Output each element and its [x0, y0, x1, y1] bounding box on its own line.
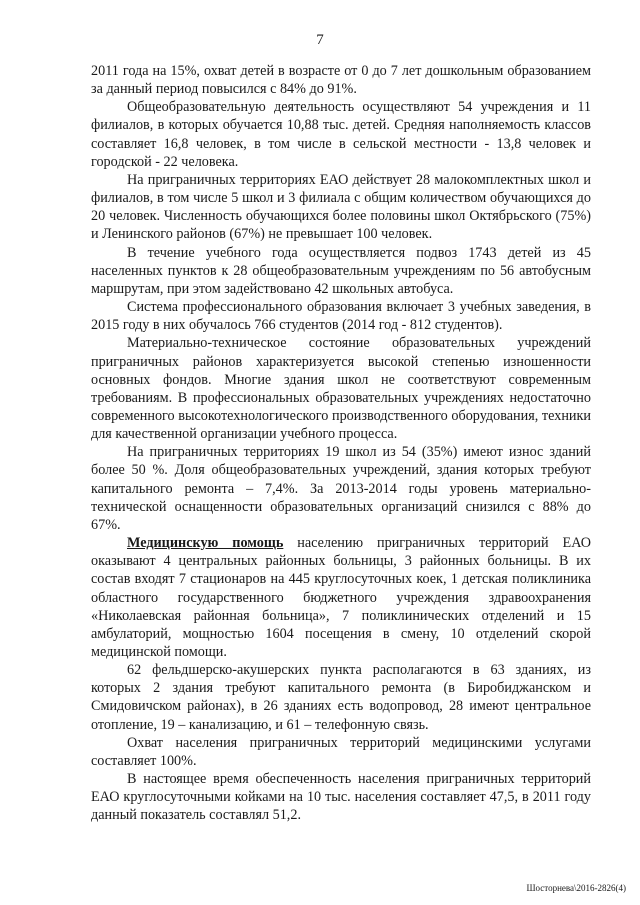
paragraph-text: 62 фельдшерско-акушерских пункта располагаются в 63 зданиях, из которых 2 здания требуют капитального ремонта (в Биробиджанском и Смидовичском районах), в 26 зданиях есть водопровод, 28 имеют центральное отопление, 19 – канализацию, и 61 – телефонную связь. — [91, 662, 591, 733]
paragraph-text: Система профессионального образования включает 3 учебных заведения, в 2015 году в них обучалось 766 студентов (2014 год - 812 студентов). — [91, 299, 591, 334]
paragraph — [91, 661, 591, 734]
paragraph — [91, 244, 591, 298]
paragraph — [91, 98, 591, 171]
paragraph-text: Охват населения приграничных территорий медицинскими услугами составляет 100%. — [91, 734, 591, 769]
paragraph — [91, 443, 591, 534]
paragraph — [91, 770, 591, 824]
paragraph-text: На приграничных территориях 19 школ из 54 (35%) имеют износ зданий более 50 %. Доля общеобразовательных учреждений, здания которых требуют капитального ремонта – 7,4%. За 2013-2014 годы уровень материально-технической оснащенности образовательных организаций снизился с 88% до 67%. — [91, 444, 591, 533]
paragraph — [91, 62, 591, 98]
paragraph-text: 2011 года на 15%, охват детей в возрасте от 0 до 7 лет дошкольным образованием за данный период повысился с 84% до 91%. — [91, 63, 591, 98]
paragraph — [91, 534, 591, 661]
paragraph — [91, 734, 591, 770]
footer-reference: Шосторнева\2016-2826(4) — [526, 883, 626, 893]
paragraph-text: населению приграничных территорий ЕАО оказывают 4 центральных районных больницы, 3 районных больницы. В их состав входят 7 стационаров на 445 круглосуточных коек, 1 детская поликлиника областного государственного бюджетного учреждения здравоохранения «Николаевская районная больница», 7 поликлинических отделений и 15 амбулаторий, мощностью 1604 посещения в смену, 10 отделений скорой медицинской помощи. — [91, 535, 591, 660]
paragraph-lead: Медицинскую помощь — [127, 535, 284, 552]
paragraph-text: Общеобразовательную деятельность осуществляют 54 учреждения и 11 филиалов, в которых обучается 10,88 тыс. детей. Средняя наполняемость классов составляет 16,8 человек, в том числе в сельской местности - 13,8 человек и городской - 22 человека. — [91, 99, 591, 170]
paragraph-text: В течение учебного года осуществляется подвоз 1743 детей из 45 населенных пунктов к 28 общеобразовательным учреждениям по 56 автобусным маршрутам, при этом задействовано 42 школьных автобуса. — [91, 244, 591, 297]
paragraph — [91, 334, 591, 443]
paragraph-text: В настоящее время обеспеченность населения приграничных территорий ЕАО круглосуточными койками на 10 тыс. населения составляет 47,5, в 2011 году данный показатель составлял 51,2. — [91, 771, 591, 824]
page-number: 7 — [316, 32, 324, 48]
paragraph-text: На приграничных территориях ЕАО действует 28 малокомплектных школ и филиалов, в том числе 5 школ и 3 филиала с общим количеством обучающихся до 20 человек. Численность обучающихся более половины школ Октябрьского (75%) и Ленинского районов (67%) не превышает 100 человек. — [91, 171, 591, 243]
paragraph — [91, 298, 591, 334]
document-body — [91, 62, 591, 825]
paragraph-text: Материально-техническое состояние образовательных учреждений приграничных районов характеризуется высокой степенью изношенности основных фондов. Многие здания школ не соответствуют современным требованиям. В профессиональных образовательных учреждениях недостаточно современного высокотехнологического производственного оборудования, техники для качественной организации учебного процесса. — [91, 335, 591, 443]
paragraph — [91, 171, 591, 244]
